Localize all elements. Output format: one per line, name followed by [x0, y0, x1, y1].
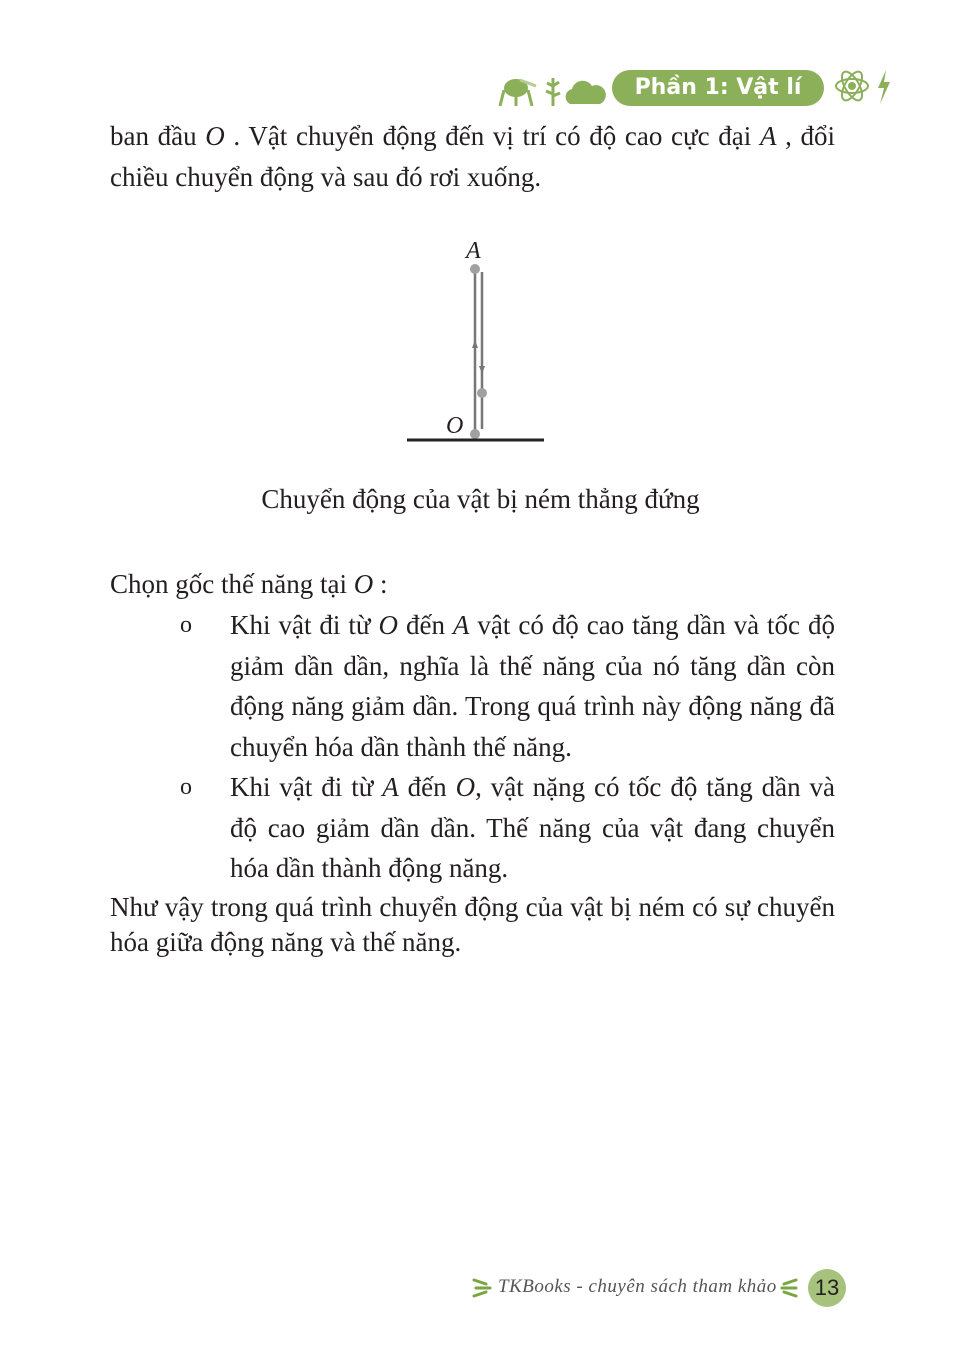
down-arrow-icon: [479, 366, 485, 374]
falling-object: [477, 388, 487, 398]
label-o: O: [446, 413, 464, 439]
point-a: [470, 264, 480, 274]
sprout-icon: [546, 78, 560, 106]
intro-paragraph: ban đầu O . Vật chuyển động đến vị trí có độ cao cực đại A , đổi chiều chuyển động và sau đó rơi xuống.: [110, 121, 835, 192]
figure-caption: Chuyển động của vật bị ném thẳng đứng: [261, 484, 700, 514]
vertical-throw-diagram: [400, 232, 560, 447]
lightning-icon: [878, 70, 890, 104]
bullet-item: Khi vật đi từ O đến A vật có độ cao tăng dần và tốc độ giảm dần dần, nghĩa là thế năng của nó tăng dần còn động năng giảm dần. Trong quá trình này động năng đã chuyển hóa dần thành thế năng.: [230, 610, 835, 762]
leaf-icon: [780, 1276, 800, 1300]
cloud-icon: [566, 81, 606, 104]
conclusion-paragraph: Như vậy trong quá trình chuyển động của vật bị ném có sự chuyển hóa giữa động năng và thế năng.: [110, 892, 835, 957]
bullet-item: Khi vật đi từ A đến O, vật nặng có tốc độ tăng dần và độ cao giảm dần dần. Thế năng của vật đang chuyển hóa dần thành động năng.: [230, 772, 835, 883]
page-number: 13: [808, 1269, 846, 1307]
bullet-marker: o: [180, 612, 192, 638]
leaf-icon: [472, 1276, 492, 1300]
header-icons-right: [834, 68, 896, 108]
up-arrow-icon: [472, 340, 478, 348]
header-icons-left: [498, 72, 608, 110]
label-a: A: [466, 238, 481, 264]
point-o: [470, 429, 480, 439]
atom-icon: [836, 69, 868, 104]
choose-origin-text: Chọn gốc thế năng tại O :: [110, 569, 388, 599]
bullet-marker: o: [180, 774, 192, 800]
lab-flask-icon: [500, 79, 536, 106]
footer-publisher: TKBooks - chuyên sách tham khảo: [498, 1276, 777, 1297]
section-badge: Phần 1: Vật lí: [612, 70, 824, 106]
